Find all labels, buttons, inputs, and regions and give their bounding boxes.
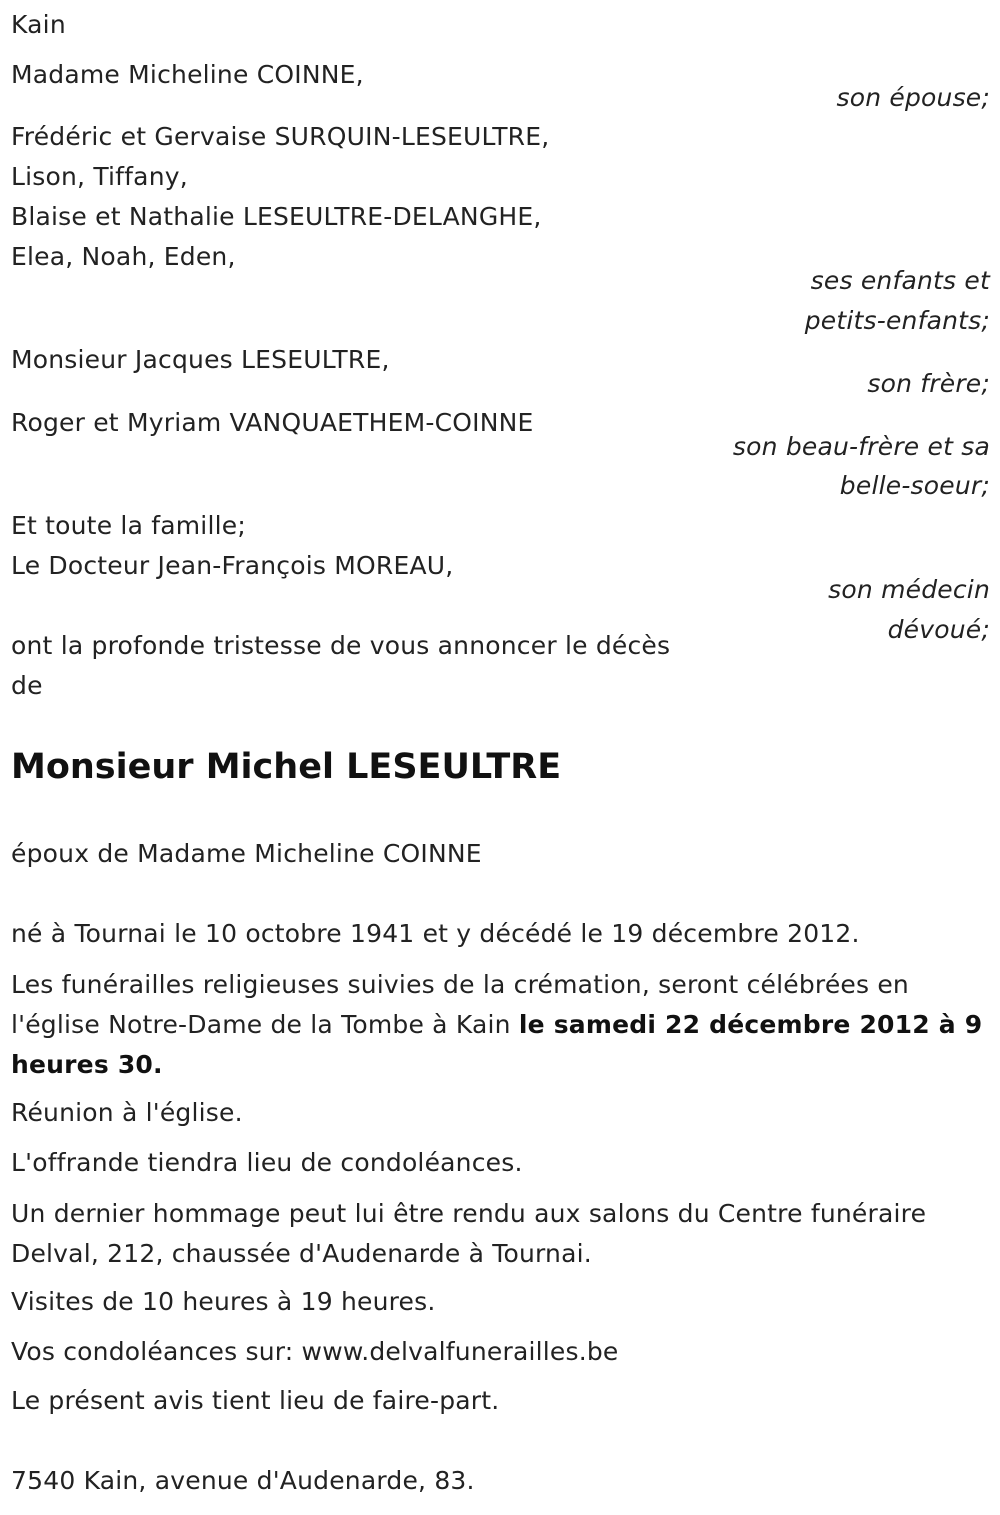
meeting-line: Réunion à l'église. bbox=[11, 1098, 243, 1127]
deceased-name: Monsieur Michel LESEULTRE bbox=[11, 747, 562, 787]
family-member-line: Le Docteur Jean-François MOREAU, bbox=[11, 551, 454, 580]
relation-label: son beau-frère et sa bbox=[732, 432, 990, 461]
family-member-line: Roger et Myriam VANQUAETHEM-COINNE bbox=[11, 408, 534, 437]
family-member-line: Madame Micheline COINNE, bbox=[11, 60, 364, 89]
birth-death-line: né à Tournai le 10 octobre 1941 et y décédé le 19 décembre 2012. bbox=[11, 919, 860, 948]
relation-label: son épouse; bbox=[836, 83, 990, 112]
announcement-line: ont la profonde tristesse de vous annoncer le décès bbox=[11, 631, 671, 660]
relation-label: ses enfants et bbox=[810, 266, 990, 295]
spouse-line: époux de Madame Micheline COINNE bbox=[11, 839, 482, 868]
family-member-line: Elea, Noah, Eden, bbox=[11, 242, 236, 271]
family-member-line: Monsieur Jacques LESEULTRE, bbox=[11, 345, 390, 374]
relation-label: son frère; bbox=[867, 369, 990, 398]
funeral-intro: Les funérailles religieuses suivies de la crémation, seront célébrées en l'église Notre-Dame de la Tombe à Kain bbox=[11, 970, 909, 1039]
condolences-line: Vos condoléances sur: www.delvalfunerailles.be bbox=[11, 1337, 619, 1366]
family-member-line: Lison, Tiffany, bbox=[11, 162, 188, 191]
family-member-line: Blaise et Nathalie LESEULTRE-DELANGHE, bbox=[11, 202, 542, 231]
visits-line: Visites de 10 heures à 19 heures. bbox=[11, 1287, 436, 1316]
tribute-paragraph: Un dernier hommage peut lui être rendu aux salons du Centre funéraire Delval, 212, chaussée d'Audenarde à Tournai. bbox=[11, 1199, 927, 1268]
announcement-line: de bbox=[11, 671, 43, 700]
family-member-line: Et toute la famille; bbox=[11, 511, 246, 540]
relation-label: belle-soeur; bbox=[839, 471, 990, 500]
funeral-datetime: le samedi 22 décembre 2012 à 9 heures 30. bbox=[11, 1010, 983, 1079]
address-line: 7540 Kain, avenue d'Audenarde, 83. bbox=[11, 1466, 475, 1495]
location-heading: Kain bbox=[11, 10, 66, 39]
relation-label: son médecin bbox=[828, 575, 990, 604]
family-member-line: Frédéric et Gervaise SURQUIN-LESEULTRE, bbox=[11, 122, 550, 151]
relation-label: dévoué; bbox=[887, 615, 990, 644]
relation-label: petits-enfants; bbox=[804, 306, 990, 335]
notice-line: Le présent avis tient lieu de faire-part. bbox=[11, 1386, 500, 1415]
funeral-paragraph bbox=[11, 965, 991, 1085]
offering-line: L'offrande tiendra lieu de condoléances. bbox=[11, 1148, 523, 1177]
